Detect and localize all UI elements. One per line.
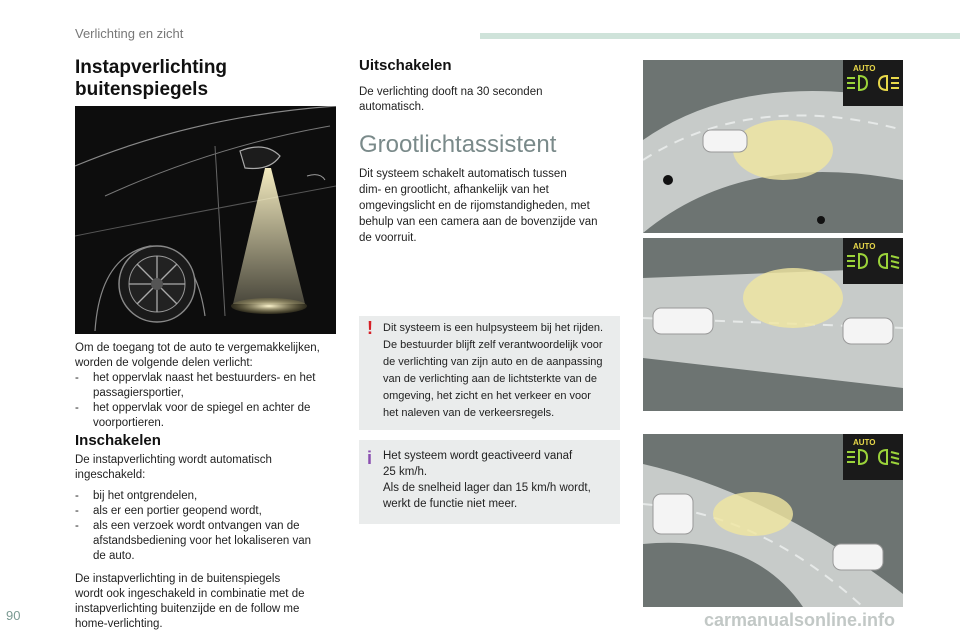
- auto-label: AUTO: [853, 438, 876, 447]
- section-title: [75, 57, 227, 101]
- info-note: [359, 440, 620, 524]
- list-item: - bij het ontgrendelen,: [75, 490, 198, 502]
- info-icon: i: [367, 448, 373, 468]
- uitschakelen-text: De verlichting dooft na 30 seconden automatisch.: [359, 86, 543, 113]
- info-text: Het systeem wordt geactiveerd vanaf 25 km/h. Als de snelheid lager dan 15 km/h wordt, werkt de functie niet meer.: [383, 450, 591, 510]
- auto-highbeam-indicator: [843, 60, 903, 106]
- road-scene-2: [643, 238, 903, 411]
- warning-note: [359, 316, 620, 430]
- page-number: 90: [6, 608, 21, 623]
- auto-label: AUTO: [853, 64, 876, 73]
- warning-text: Dit systeem is een hulpsysteem bij het rijden. De bestuurder blijft zelf verantwoordelijk voor de verlichting van zijn auto en de aanpassing van de verlichting aan de lichtsterkte van de omgeving, het zicht en het verkeer en voor het naleven van de verkeersregels.: [383, 322, 604, 419]
- auto-highbeam-indicator: [843, 238, 903, 284]
- puddle-light-illustration: [75, 106, 336, 334]
- inschakelen-text: De instapverlichting wordt automatisch ingeschakeld: - bij het ontgrendelen, - als er een portier geopend wordt, - als een verzoek wordt ontvangen van de afstandsbediening voor het lokaliseren van de auto. De instapverlichting in de buitenspiegels wordt ook ingeschakeld in combinatie met de instapverlichting buitenzijde en de follow me home-verlichting.: [75, 453, 340, 632]
- warning-icon: !: [367, 318, 373, 338]
- car-mirror-icon: [75, 106, 336, 334]
- road-scene-3: [643, 434, 903, 607]
- intro-line: Om de toegang tot de auto te vergemakkelijken,: [75, 342, 320, 354]
- auto-label: AUTO: [853, 242, 876, 251]
- uitschakelen-heading: Uitschakelen: [359, 57, 452, 74]
- header-accent-bar: [480, 33, 960, 39]
- watermark: carmanualsonline.info: [704, 610, 896, 630]
- grootlicht-text: Dit systeem schakelt automatisch tussen dim- en grootlicht, afhankelijk van het omgevingslicht en de rijomstandigheden, met behulp van een camera aan de bovenzijde van de voorruit.: [359, 168, 598, 244]
- list-item: - het oppervlak voor de spiegel en achter de voorportieren.: [75, 402, 311, 429]
- headlight-icon: [843, 238, 903, 284]
- auto-highbeam-indicator: [843, 434, 903, 480]
- grootlichtassistent-heading: Grootlichtassistent: [359, 131, 557, 158]
- list-item: - het oppervlak naast het bestuurders- en het passagiersportier,: [75, 372, 316, 399]
- inschakelen-heading: Inschakelen: [75, 432, 161, 449]
- intro-line: worden de volgende delen verlicht:: [75, 357, 253, 369]
- section-title-line1: Instapverlichting: [75, 57, 228, 78]
- intro-text: [75, 341, 340, 431]
- list-item: - als er een portier geopend wordt,: [75, 505, 262, 517]
- section-title-line2: buitenspiegels: [75, 79, 209, 100]
- headlight-icon: [843, 60, 903, 106]
- headlight-icon: [843, 434, 903, 480]
- list-item: - als een verzoek wordt ontvangen van de afstandsbediening voor het lokaliseren van de auto.: [75, 520, 312, 562]
- road-scene-1: [643, 60, 903, 233]
- section-header: Verlichting en zicht: [75, 26, 184, 41]
